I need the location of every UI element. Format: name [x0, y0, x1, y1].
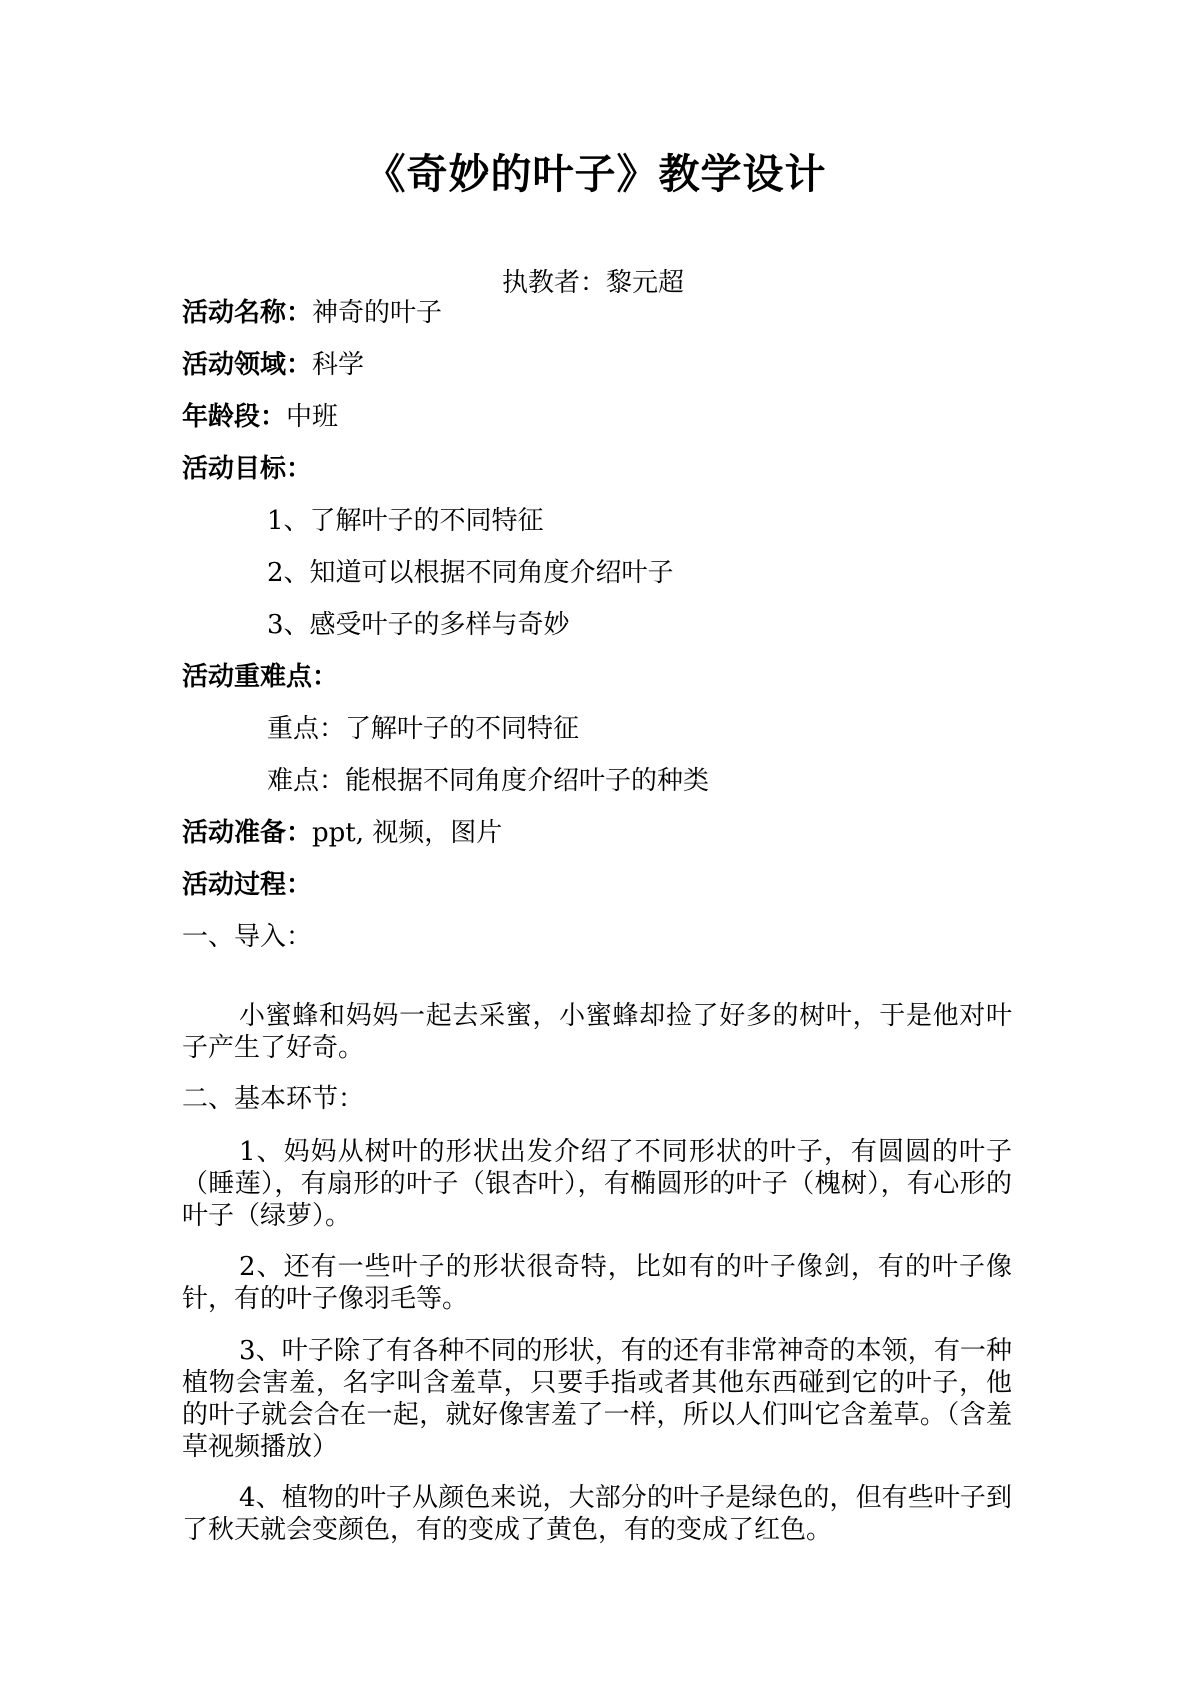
activity-prep-row	[182, 816, 502, 850]
section-basic-heading: 二、基本环节：	[182, 1084, 365, 1114]
activity-process-label: 活动过程：	[182, 870, 313, 900]
activity-name-value: 神奇的叶子	[312, 298, 443, 328]
activity-process-heading	[182, 868, 312, 902]
key-difficult-label: 活动重难点：	[182, 662, 339, 692]
activity-name-label: 活动名称：	[182, 298, 313, 328]
activity-goals-label: 活动目标：	[182, 454, 313, 484]
goal-item: 1、了解叶子的不同特征	[267, 506, 544, 536]
step-paragraph: 3、叶子除了有各种不同的形状，有的还有非常神奇的本领，有一种植物会害羞，名字叫含羞草，只要手指或者其他东西碰到它的叶子，他的叶子就会合在一起，就好像害羞了一样，所以人们叫它含羞草。（含羞草视频播放）	[182, 1336, 1012, 1462]
intro-paragraph: 小蜜蜂和妈妈一起去采蜜，小蜜蜂却捡了好多的树叶，于是他对叶子产生了好奇。	[182, 1001, 1012, 1063]
activity-name-row	[182, 296, 442, 330]
key-difficult-heading	[182, 660, 338, 694]
age-group-label: 年龄段：	[182, 402, 287, 432]
document-title: 《奇妙的叶子》教学设计	[364, 150, 827, 198]
activity-goals-heading	[182, 452, 312, 486]
step-paragraph: 1、妈妈从树叶的形状出发介绍了不同形状的叶子，有圆圆的叶子（睡莲），有扇形的叶子（银杏叶），有椭圆形的叶子（槐树），有心形的叶子（绿萝）。	[182, 1137, 1012, 1231]
age-group-value: 中班	[286, 402, 339, 432]
goal-item: 3、感受叶子的多样与奇妙	[267, 610, 570, 640]
teacher-line: 执教者：黎元超	[502, 268, 685, 298]
activity-prep-label: 活动准备：	[182, 818, 313, 848]
step-paragraph: 4、植物的叶子从颜色来说，大部分的叶子是绿色的，但有些叶子到了秋天就会变颜色，有的变成了黄色，有的变成了红色。	[182, 1483, 1012, 1545]
hard-point-item: 难点：能根据不同角度介绍叶子的种类	[267, 766, 710, 796]
activity-field-row	[182, 348, 364, 382]
activity-field-label: 活动领域：	[182, 350, 313, 380]
age-group-row	[182, 400, 338, 434]
step-paragraph: 2、还有一些叶子的形状很奇特，比如有的叶子像剑，有的叶子像针，有的叶子像羽毛等。	[182, 1252, 1012, 1314]
goal-item: 2、知道可以根据不同角度介绍叶子	[267, 558, 674, 588]
key-point-item: 重点：了解叶子的不同特征	[267, 714, 580, 744]
activity-field-value: 科学	[312, 350, 365, 380]
activity-prep-value: ppt, 视频，图片	[312, 818, 503, 848]
section-intro-heading: 一、导入：	[182, 922, 313, 952]
